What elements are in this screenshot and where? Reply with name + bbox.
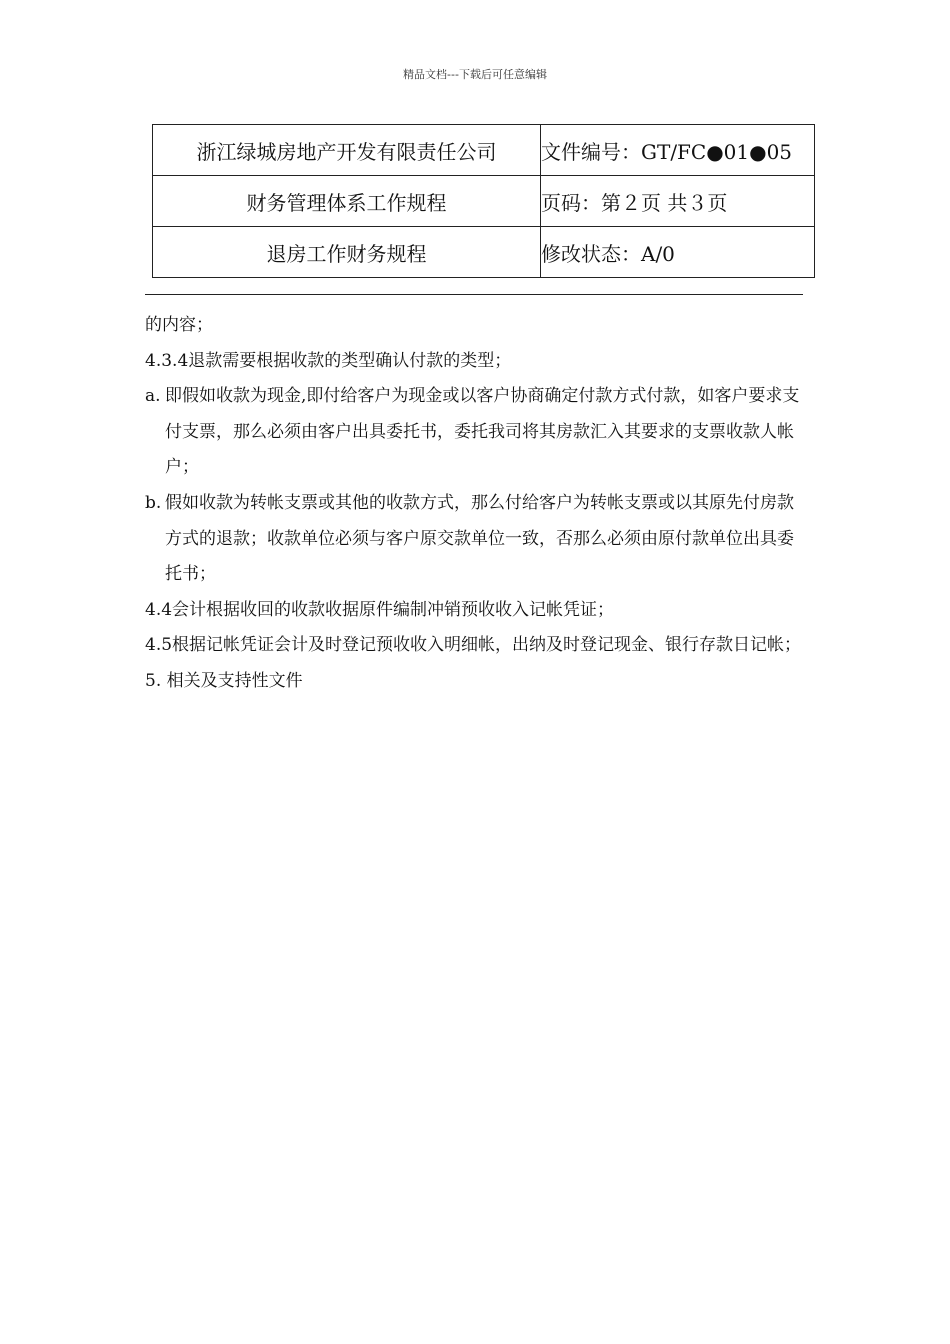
list-item-a xyxy=(145,379,805,486)
page-number: 页码：第２页 共３页 xyxy=(541,176,815,227)
header-row xyxy=(153,227,815,278)
list-item-b xyxy=(145,486,805,593)
document-body xyxy=(145,308,805,700)
company-name: 浙江绿城房地产开发有限责任公司 xyxy=(153,125,541,176)
body-line: 的内容； xyxy=(145,315,213,335)
section-5-heading: 5. 相关及支持性文件 xyxy=(145,670,303,691)
document-header-table xyxy=(152,124,815,278)
clause-4-5: 4.5根据记帐凭证会计及时登记预收收入明细帐，出纳及时登记现金、银行存款日记帐； xyxy=(145,635,802,656)
list-marker: b. xyxy=(145,492,162,513)
page-top-note: 精品文档---下载后可任意编辑 xyxy=(403,68,547,81)
header-divider xyxy=(145,294,803,295)
header-row xyxy=(153,125,815,176)
clause-4-4: 4.4会计根据收回的收款收据原件编制冲销预收收入记帐凭证； xyxy=(145,599,615,620)
clause-4-3-4: 4.3.4退款需要根据收款的类型确认付款的类型； xyxy=(145,350,512,371)
list-item-text: 即假如收款为现金,即付给客户为现金或以客户协商确定付款方式付款，如客户要求支付支票，那么必须由客户出具委托书，委托我司将其房款汇入其要求的支票收款人帐户； xyxy=(165,386,800,478)
system-name: 财务管理体系工作规程 xyxy=(153,176,541,227)
header-row xyxy=(153,176,815,227)
revision-status: 修改状态：A/0 xyxy=(541,227,815,278)
list-item-text: 假如收款为转帐支票或其他的收款方式，那么付给客户为转帐支票或以其原先付房款方式的退款；收款单位必须与客户原交款单位一致，否那么必须由原付款单位出具委托书； xyxy=(165,492,794,585)
document-number: 文件编号：GT/FC●01●05 xyxy=(541,125,815,176)
document-title: 退房工作财务规程 xyxy=(153,227,541,278)
list-marker: a. xyxy=(145,386,161,407)
